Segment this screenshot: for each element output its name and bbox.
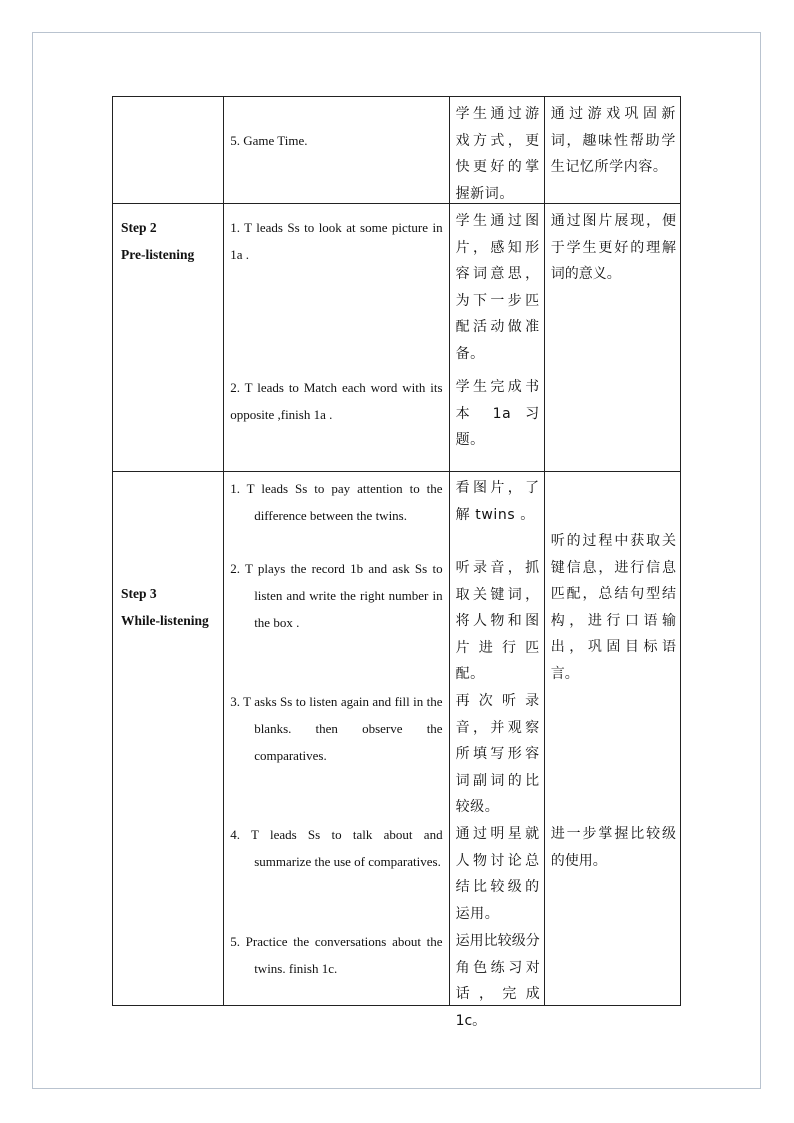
lesson-plan-table — [112, 96, 681, 1029]
student-activity-text: 听录音，抓取关键词，将人物和图片进行匹配。 — [455, 560, 540, 683]
activity-item: 1. T leads Ss to pay attention to the difference between the twins. — [230, 481, 443, 523]
student-activity-text: 学生完成书本 1a 习题。 — [455, 379, 540, 449]
table-row-step-2 — [113, 204, 681, 472]
teacher-activity-cell — [224, 472, 449, 1006]
purpose-cell — [544, 97, 680, 204]
student-activity-text: 运用比较级分角色练习对话，完成1c。 — [455, 933, 540, 1029]
step-cell-empty — [113, 97, 224, 204]
student-activity-text: 看图片，了解 twins 。 — [455, 480, 540, 523]
student-activity-text: 学生通过游戏方式，更快更好的掌握新词。 — [455, 106, 540, 202]
purpose-text: 进一步掌握比较级的使用。 — [550, 826, 676, 869]
purpose-text: 通过图片展现，便于学生更好的理解词的意义。 — [550, 213, 676, 283]
activity-item: 1. T leads Ss to look at some picture in 1a . — [230, 220, 443, 262]
step-name: While-listening — [121, 613, 209, 628]
teacher-activity-cell — [224, 204, 449, 472]
step-cell — [113, 472, 224, 1006]
table-row-step-3 — [113, 472, 681, 1006]
student-activity-text: 通过明星就人物讨论总结比较级的运用。 — [455, 826, 540, 922]
table-row-game-time — [113, 97, 681, 204]
purpose-text: 通过游戏巩固新词，趣味性帮助学生记忆所学内容。 — [550, 106, 676, 176]
activity-item: 5. Practice the conversations about the twins. finish 1c. — [230, 934, 443, 976]
student-activity-cell — [449, 204, 544, 472]
purpose-cell — [544, 204, 680, 472]
student-activity-cell — [449, 97, 544, 204]
student-activity-text: 学生通过图片，感知形容词意思，为下一步匹配活动做准备。 — [455, 213, 540, 362]
activity-item: 3. T asks Ss to listen again and fill in the blanks. then observe the comparatives. — [230, 694, 443, 763]
step-name: Pre-listening — [121, 247, 195, 262]
step-cell — [113, 204, 224, 472]
purpose-text: 听的过程中获取关键信息，进行信息匹配，总结句型结构，进行口语输出，巩固目标语言。 — [550, 533, 676, 682]
activity-item: 2. T plays the record 1b and ask Ss to listen and write the right number in the box . — [230, 561, 443, 630]
teacher-activity-cell — [224, 97, 449, 204]
activity-item: 2. T leads to Match each word with its opposite ,finish 1a . — [230, 380, 443, 422]
student-activity-cell — [449, 472, 544, 1029]
step-number: Step 2 — [121, 220, 157, 235]
step-number: Step 3 — [121, 586, 157, 601]
activity-item: 5. Game Time. — [230, 133, 308, 148]
activity-item: 4. T leads Ss to talk about and summarize the use of comparatives. — [230, 827, 443, 869]
purpose-cell — [544, 472, 680, 1006]
student-activity-text: 再次听录音，并观察所填写形容词副词的比较级。 — [455, 693, 540, 816]
